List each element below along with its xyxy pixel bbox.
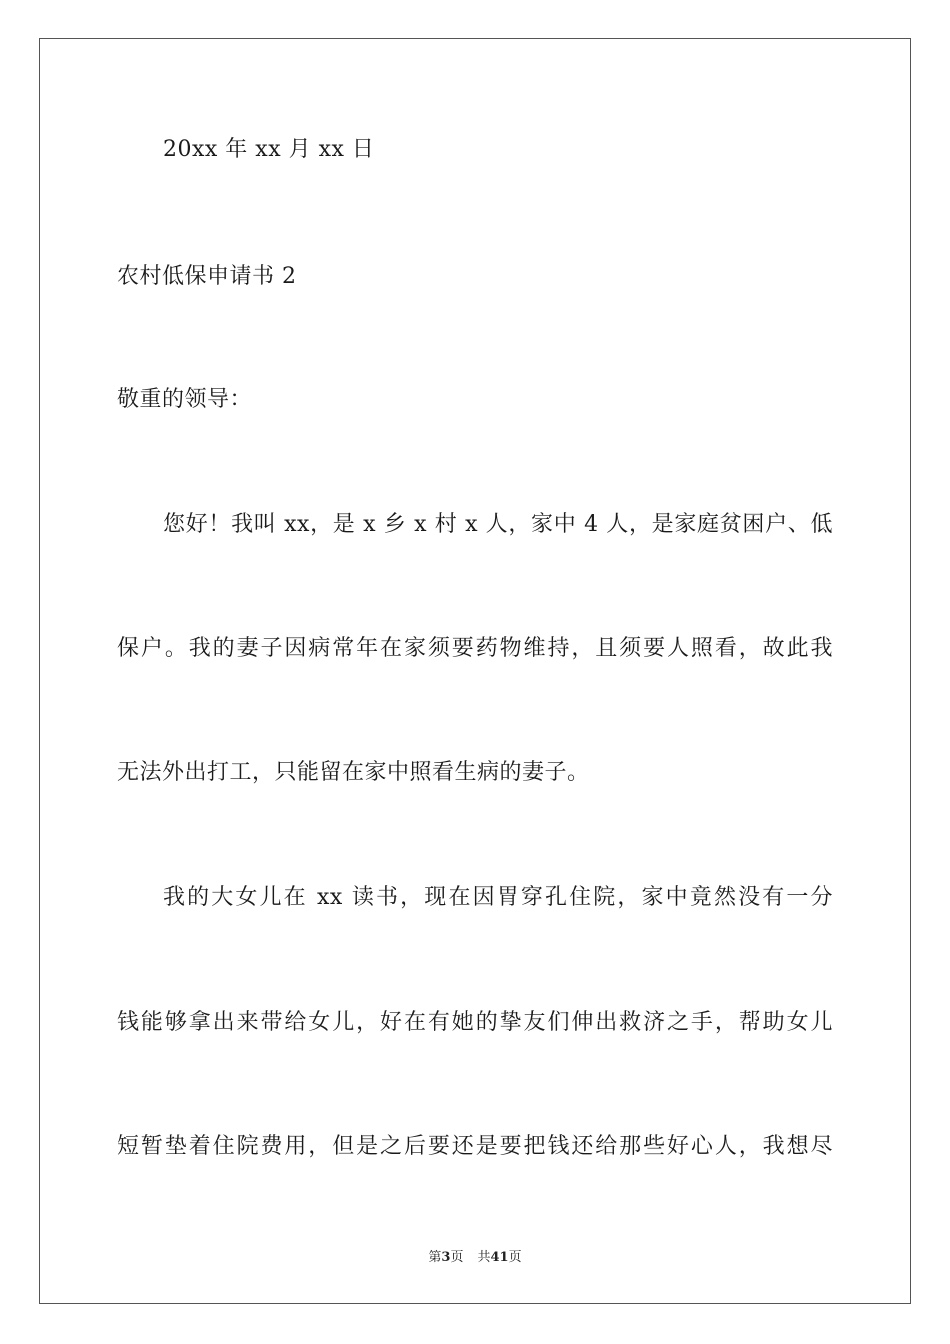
body-line-4: 我的大女儿在 xx 读书，现在因胃穿孔住院，家中竟然没有一分 bbox=[163, 885, 833, 910]
total-prefix: 共 bbox=[477, 1250, 491, 1265]
page-number: 3 bbox=[441, 1250, 451, 1265]
body-line-3: 无法外出打工，只能留在家中照看生病的妻子。 bbox=[117, 760, 590, 785]
body-line-2: 保户。我的妻子因病常年在家须要药物维持，且须要人照看，故此我 bbox=[117, 636, 833, 661]
page-suffix: 页 bbox=[450, 1250, 464, 1265]
page-border bbox=[39, 38, 911, 1304]
total-suffix: 页 bbox=[508, 1250, 522, 1265]
body-line-5: 钱能够拿出来带给女儿，好在有她的挚友们伸出救济之手，帮助女儿 bbox=[117, 1010, 833, 1035]
salutation: 敬重的领导： bbox=[117, 387, 253, 412]
date-line: 20xx 年 xx 月 xx 日 bbox=[163, 137, 375, 162]
page-footer bbox=[0, 1249, 950, 1267]
body-line-1: 您好！我叫 xx，是 x 乡 x 村 x 人，家中 4 人，是家庭贫困户、低 bbox=[163, 512, 833, 537]
document-heading: 农村低保申请书 2 bbox=[117, 264, 297, 289]
page-prefix: 第 bbox=[428, 1250, 442, 1265]
body-line-6: 短暂垫着住院费用，但是之后要还是要把钱还给那些好心人，我想尽 bbox=[117, 1134, 833, 1159]
total-pages: 41 bbox=[490, 1250, 509, 1265]
